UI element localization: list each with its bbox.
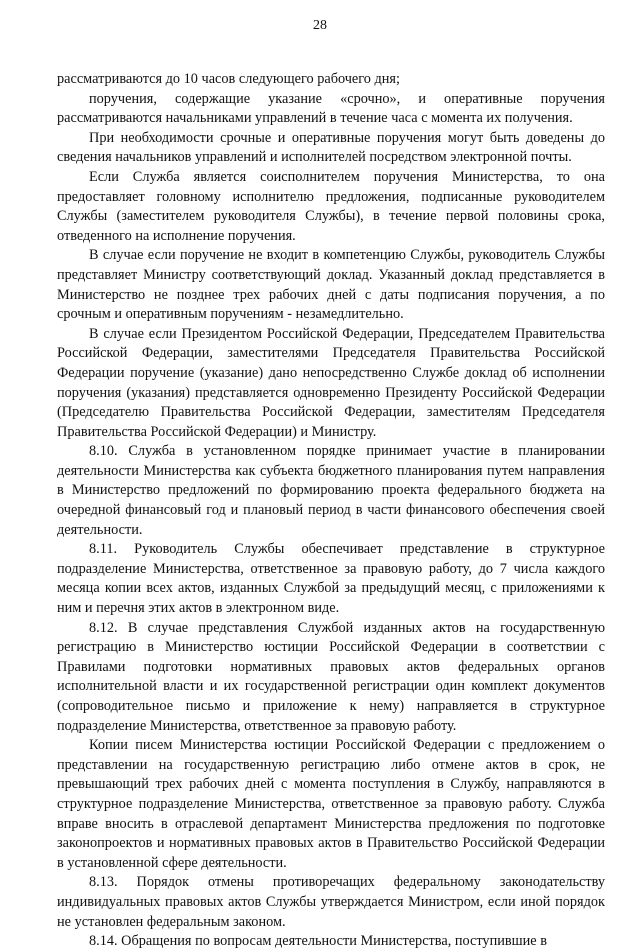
paragraph-section-8-12: 8.12. В случае представления Службой изданных актов на государственную регистрацию в Министерство юстиции Российской Федерации в соответствии с Правилами подготовки нормативных правовых актов федеральных органов исполнительной власти и их государственной регистрации один комплект документов (сопроводительное письмо и приложение к нему) направляется в структурное подразделение Министерства, ответственное за правовую работу. (57, 619, 605, 734)
paragraph: Если Служба является соисполнителем поручения Министерства, то она предоставляет головному исполнителю предложения, подписанные руководителем Службы (заместителем руководителя Службы), в течение первой половины срока, отведенного на исполнение поручения. (57, 168, 605, 244)
paragraph-section-8-14: 8.14. Обращения по вопросам деятельности Министерства, поступившие в (89, 933, 547, 950)
page-number: 28 (313, 18, 327, 33)
paragraph: Копии писем Министерства юстиции Российской Федерации с предложением о представлении на государственную регистрацию либо отмене актов в срок, не превышающий трех рабочих дней с момента поступления в Службу, направляются в структурное подразделение Министерства, ответственное за правовую работу. Служба вправе вносить в отраслевой департамент Министерства предложения по подготовке законопроектов и нормативных правовых актов в Правительство Российской Федерации в установленной сфере деятельности. (57, 737, 605, 871)
document-body (57, 70, 605, 952)
paragraph: В случае если поручение не входит в компетенцию Службы, руководитель Службы представляет Министру соответствующий доклад. Указанный доклад представляется в Министерство не позднее трех рабочих дней с даты подписания поручения, а по срочным и оперативным поручениям - незамедлительно. (57, 247, 605, 323)
paragraph: В случае если Президентом Российской Федерации, Председателем Правительства Российской Федерации, заместителями Председателя Правительства Российской Федерации поручение (указание) дано непосредственно Службе доклад об исполнении поручения (указания) представляется одновременно Президенту Российской Федерации (Председателю Правительства Российской Федерации, заместителям Председателя Правительства Российской Федерации) и Министру. (57, 325, 605, 440)
paragraph: поручения, содержащие указание «срочно», и оперативные поручения рассматриваются начальниками управлений в течение часа с момента их получения. (57, 90, 605, 127)
paragraph-section-8-13: 8.13. Порядок отмены противоречащих федеральному законодательству индивидуальных правовых актов Службы утверждается Министром, если иной порядок не установлен федеральным законом. (57, 874, 605, 930)
paragraph: рассматриваются до 10 часов следующего рабочего дня; (57, 71, 400, 87)
paragraph-section-8-10: 8.10. Служба в установленном порядке принимает участие в планировании деятельности Министерства как субъекта бюджетного планирования путем направления в Министерство предложений по формированию проекта федерального бюджета на очередной финансовый год и плановый период в части финансового обеспечения своей деятельности. (57, 443, 605, 538)
paragraph-section-8-11: 8.11. Руководитель Службы обеспечивает представление в структурное подразделение Министерства, ответственное за правовую работу, до 7 числа каждого месяца копии всех актов, изданных Службой за предыдущий месяц, с приложениями к ним и перечня этих актов в электронном виде. (57, 541, 605, 617)
paragraph: При необходимости срочные и оперативные поручения могут быть доведены до сведения начальников управлений и исполнителей посредством электронной почты. (57, 129, 605, 166)
